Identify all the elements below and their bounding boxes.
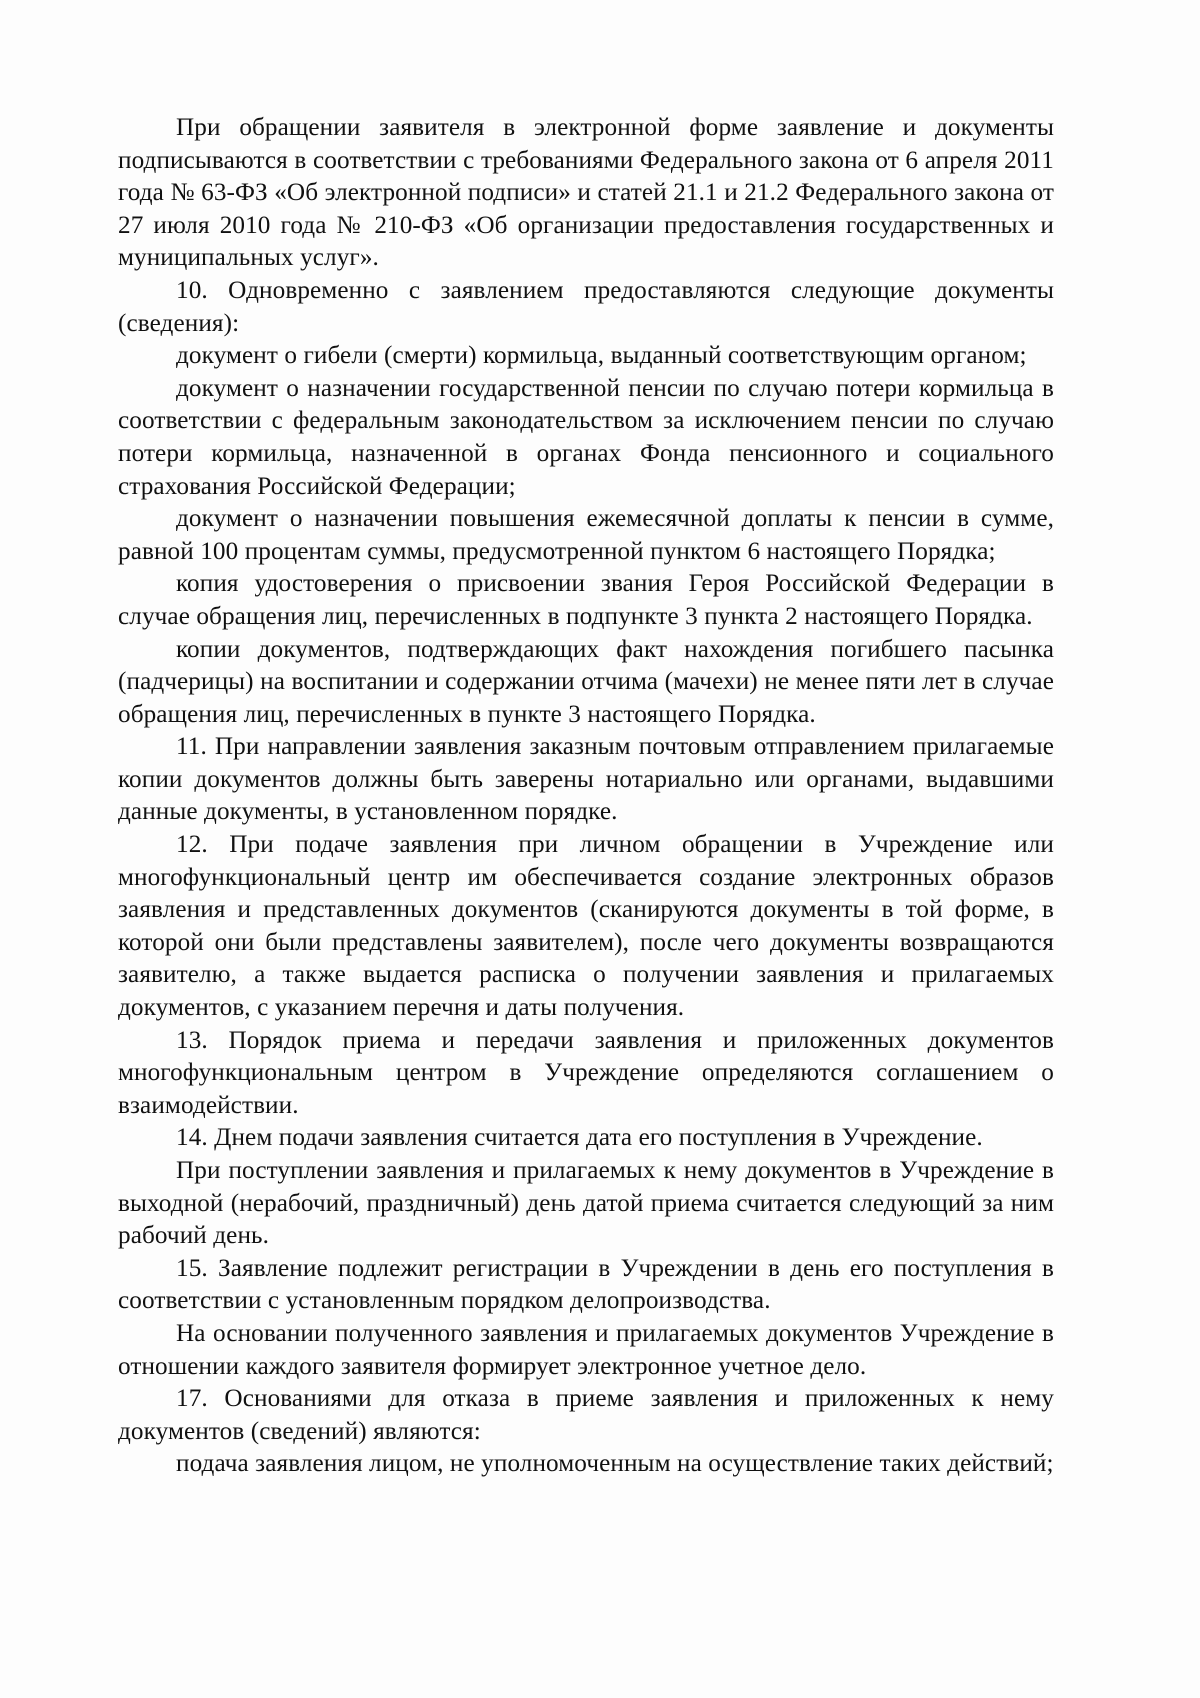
paragraph-item-17: 17. Основаниями для отказа в приеме заявления и приложенных к нему документов (сведений) являются:: [118, 1385, 1054, 1445]
paragraph-supplement-document: документ о назначении повышения ежемесячной доплаты к пенсии в сумме, равной 100 процентам суммы, предусмотренной пунктом 6 настоящего Порядка;: [118, 505, 1054, 565]
paragraph-holiday-receipt: При поступлении заявления и прилагаемых к нему документов в Учреждение в выходной (нерабочий, праздничный) день датой приема считается следующий за ним рабочий день.: [118, 1157, 1054, 1250]
paragraph-item-15: 15. Заявление подлежит регистрации в Учреждении в день его поступления в соответствии с установленным порядком делопроизводства.: [118, 1254, 1054, 1315]
paragraph-electronic-signature: При обращении заявителя в электронной форме заявление и документы подписываются в соответствии с требованиями Федерального закона от 6 апреля 2011 года № 63-ФЗ «Об электронной подписи» и статей 21.1 и 21.2 Федерального закона от 27 июля 2010 года № 210-ФЗ «Об организации предоставления государственных и муниципальных услуг».: [118, 114, 1054, 272]
paragraph-item-14: 14. Днем подачи заявления считается дата его поступления в Учреждение.: [176, 1124, 983, 1152]
paragraph-pension-document: документ о назначении государственной пенсии по случаю потери кормильца в соответствии с федеральным законодательством за исключением пенсии по случаю потери кормильца, назначенной в органах Фонда пенсионного и социального страхования Российской Федерации;: [118, 374, 1054, 500]
paragraph-account-file: На основании полученного заявления и прилагаемых документов Учреждение в отношении каждого заявителя формирует электронное учетное дело.: [118, 1319, 1054, 1380]
paragraph-item-10: 10. Одновременно с заявлением предоставляются следующие документы (сведения):: [118, 276, 1054, 337]
paragraph-hero-certificate: копия удостоверения о присвоении звания Героя Российской Федерации в случае обращения лиц, перечисленных в подпункте 3 пункта 2 настоящего Порядка.: [118, 570, 1054, 630]
paragraph-item-11: 11. При направлении заявления заказным почтовым отправлением прилагаемые копии документов должны быть заверены нотариально или органами, выдавшими данные документы, в установленном порядке.: [118, 733, 1054, 826]
document-body: [118, 112, 1054, 1481]
paragraph-unauthorized-person: подача заявления лицом, не уполномоченным на осуществление таких действий;: [176, 1450, 1054, 1478]
paragraph-death-document: документ о гибели (смерти) кормильца, выданный соответствующим органом;: [176, 342, 1027, 370]
paragraph-item-13: 13. Порядок приема и передачи заявления и приложенных документов многофункциональным центром в Учреждение определяются соглашением о взаимодействии.: [118, 1026, 1054, 1119]
paragraph-item-12: 12. При подаче заявления при личном обращении в Учреждение или многофункциональный центр им обеспечивается создание электронных образов заявления и представленных документов (сканируются документы в той форме, в которой они были представлены заявителем), после чего документы возвращаются заявителю, а также выдается расписка о получении заявления и прилагаемых документов, с указанием перечня и даты получения.: [118, 831, 1054, 1022]
paragraph-stepchild-documents: копии документов, подтверждающих факт нахождения погибшего пасынка (падчерицы) на воспитании и содержании отчима (мачехи) не менее пяти лет в случае обращения лиц, перечисленных в пункте 3 настоящего Порядка.: [118, 635, 1054, 728]
